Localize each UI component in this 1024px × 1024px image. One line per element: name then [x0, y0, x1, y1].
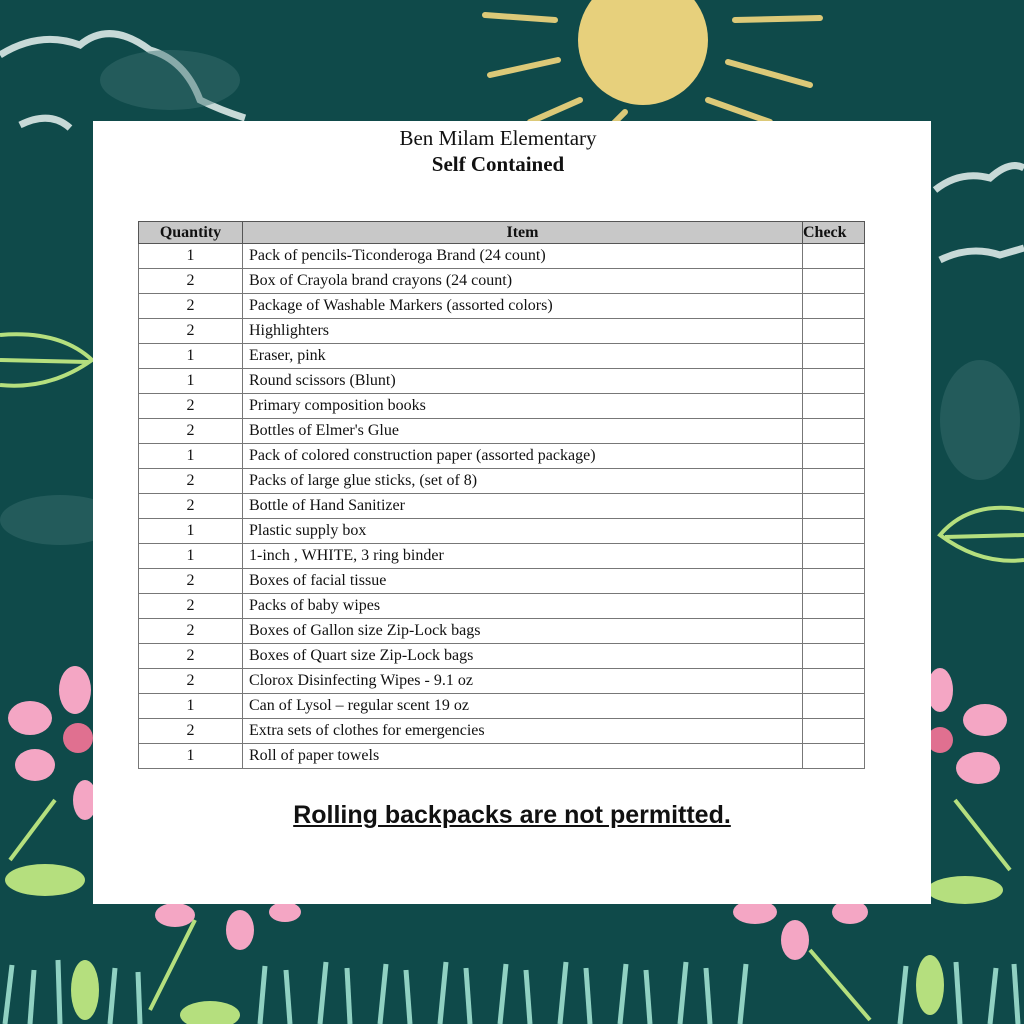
quantity-cell: 2 [139, 619, 243, 644]
check-box-cell[interactable] [803, 444, 865, 469]
item-cell: Round scissors (Blunt) [243, 369, 803, 394]
school-name: Ben Milam Elementary [399, 126, 597, 150]
quantity-cell: 1 [139, 344, 243, 369]
quantity-cell: 1 [139, 244, 243, 269]
check-box-cell[interactable] [803, 344, 865, 369]
item-cell: Packs of baby wipes [243, 594, 803, 619]
quantity-cell: 2 [139, 469, 243, 494]
check-box-cell[interactable] [803, 744, 865, 769]
table-row [139, 394, 865, 419]
check-box-cell[interactable] [803, 244, 865, 269]
quantity-cell: 2 [139, 419, 243, 444]
check-box-cell[interactable] [803, 319, 865, 344]
table-row [139, 294, 865, 319]
check-box-cell[interactable] [803, 419, 865, 444]
check-box-cell[interactable] [803, 519, 865, 544]
quantity-cell: 2 [139, 644, 243, 669]
table-row [139, 519, 865, 544]
check-box-cell[interactable] [803, 269, 865, 294]
item-cell: Plastic supply box [243, 519, 803, 544]
check-box-cell[interactable] [803, 719, 865, 744]
class-name: Self Contained [431, 152, 565, 176]
quantity-cell: 2 [139, 569, 243, 594]
item-cell: Roll of paper towels [243, 744, 803, 769]
table-row [139, 494, 865, 519]
quantity-cell: 1 [139, 694, 243, 719]
quantity-cell: 2 [139, 719, 243, 744]
check-box-cell[interactable] [803, 469, 865, 494]
table-row [139, 319, 865, 344]
item-cell: Packs of large glue sticks, (set of 8) [243, 469, 803, 494]
table-row [139, 344, 865, 369]
table-row [139, 719, 865, 744]
quantity-cell: 1 [139, 369, 243, 394]
quantity-cell: 1 [139, 744, 243, 769]
table-row [139, 244, 865, 269]
supply-list-sheet [93, 121, 931, 904]
quantity-cell: 1 [139, 519, 243, 544]
table-header-row [139, 222, 865, 244]
quantity-cell: 2 [139, 669, 243, 694]
check-box-cell[interactable] [803, 544, 865, 569]
table-row [139, 419, 865, 444]
check-box-cell[interactable] [803, 644, 865, 669]
check-box-cell[interactable] [803, 594, 865, 619]
item-cell: 1-inch , WHITE, 3 ring binder [243, 544, 803, 569]
table-row [139, 694, 865, 719]
table-row [139, 669, 865, 694]
item-cell: Highlighters [243, 319, 803, 344]
item-cell: Extra sets of clothes for emergencies [243, 719, 803, 744]
quantity-cell: 2 [139, 294, 243, 319]
item-cell: Boxes of facial tissue [243, 569, 803, 594]
table-row [139, 469, 865, 494]
backpack-notice: Rolling backpacks are not permitted. [293, 801, 731, 829]
quantity-column-header: Quantity [139, 222, 243, 244]
item-cell: Boxes of Gallon size Zip-Lock bags [243, 619, 803, 644]
check-box-cell[interactable] [803, 394, 865, 419]
item-cell: Bottles of Elmer's Glue [243, 419, 803, 444]
table-row [139, 744, 865, 769]
quantity-cell: 2 [139, 269, 243, 294]
item-column-header: Item [243, 222, 803, 244]
supply-table [138, 221, 865, 769]
table-row [139, 269, 865, 294]
item-cell: Bottle of Hand Sanitizer [243, 494, 803, 519]
quantity-cell: 1 [139, 444, 243, 469]
check-box-cell[interactable] [803, 619, 865, 644]
item-cell: Box of Crayola brand crayons (24 count) [243, 269, 803, 294]
check-box-cell[interactable] [803, 694, 865, 719]
item-cell: Pack of colored construction paper (assorted package) [243, 444, 803, 469]
item-cell: Eraser, pink [243, 344, 803, 369]
item-cell: Pack of pencils-Ticonderoga Brand (24 count) [243, 244, 803, 269]
quantity-cell: 1 [139, 544, 243, 569]
check-box-cell[interactable] [803, 294, 865, 319]
check-box-cell[interactable] [803, 369, 865, 394]
table-row [139, 619, 865, 644]
item-cell: Boxes of Quart size Zip-Lock bags [243, 644, 803, 669]
item-cell: Can of Lysol – regular scent 19 oz [243, 694, 803, 719]
quantity-cell: 2 [139, 594, 243, 619]
table-row [139, 569, 865, 594]
check-box-cell[interactable] [803, 494, 865, 519]
item-cell: Package of Washable Markers (assorted colors) [243, 294, 803, 319]
check-box-cell[interactable] [803, 669, 865, 694]
quantity-cell: 2 [139, 494, 243, 519]
table-row [139, 544, 865, 569]
table-row [139, 444, 865, 469]
check-box-cell[interactable] [803, 569, 865, 594]
item-cell: Clorox Disinfecting Wipes - 9.1 oz [243, 669, 803, 694]
quantity-cell: 2 [139, 394, 243, 419]
table-row [139, 594, 865, 619]
check-column-header: Check [803, 222, 865, 244]
item-cell: Primary composition books [243, 394, 803, 419]
table-row [139, 369, 865, 394]
table-row [139, 644, 865, 669]
quantity-cell: 2 [139, 319, 243, 344]
